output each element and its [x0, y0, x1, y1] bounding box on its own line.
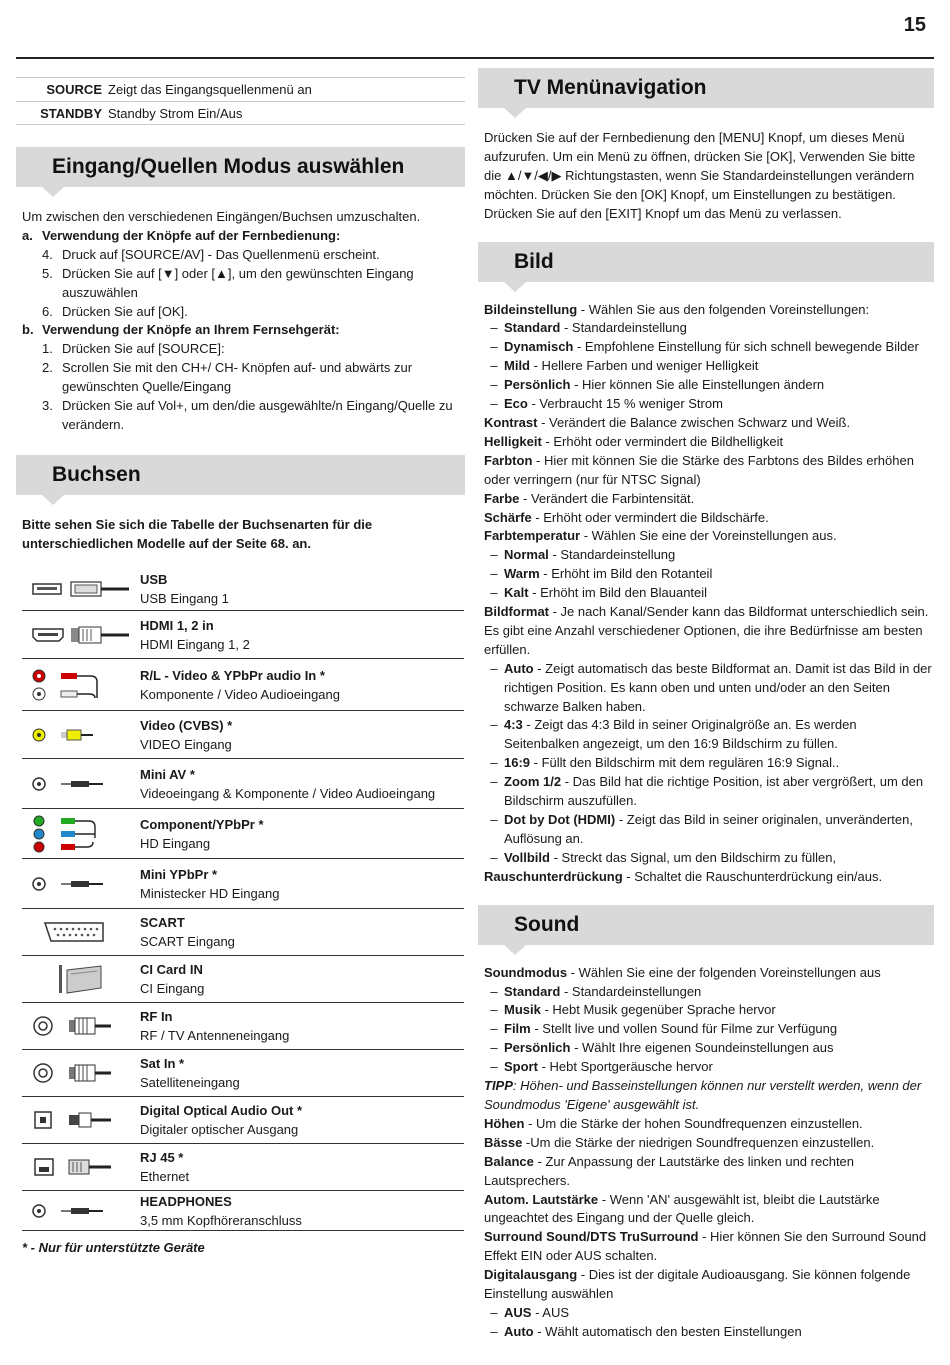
setting-desc: - Schaltet die Rauschunterdrückung ein/aus.	[622, 868, 883, 884]
table-row	[22, 1050, 464, 1097]
dash-bullet: –	[490, 320, 498, 336]
dash-bullet: –	[490, 1021, 498, 1037]
tvmenu-text: Drücken Sie auf der Fernbedienung den [MENU] Knopf, um dieses Menü aufzurufen. Um ein Menü zu öffnen, drücken Sie [OK], Verwenden Sie bitte die ▲/▼/◀/▶ Richtungstasten, wenn Sie Standardeinstellungen verändern möchten. Drücken Sie den [OK] Knopf, um Einstellungen zu bestätigen. Drücken Sie auf den [EXIT] Knopf um das Menü zu verlassen.	[484, 130, 916, 221]
setting-name: Balance	[484, 1153, 534, 1169]
eingang-body	[16, 208, 465, 435]
connector-desc: VIDEO Eingang	[140, 736, 232, 752]
sub-option	[478, 716, 934, 754]
option-desc: - Empfohlene Einstellung für sich schnell bewegende Bilder	[573, 339, 919, 355]
connector-name: Mini YPbPr *	[140, 866, 218, 882]
table-row	[22, 659, 464, 711]
sub-option	[478, 338, 934, 357]
section-title: Eingang/Quellen Modus auswählen	[52, 155, 405, 178]
sub-option	[478, 357, 934, 376]
sub-option	[478, 1058, 934, 1077]
sub-option	[478, 1020, 934, 1039]
dash-bullet: –	[490, 1002, 498, 1018]
setting-desc: - Hier mit können Sie die Stärke des Farbtons des Bildes erhöhen oder verringern (nur für NTSC Signal)	[484, 452, 914, 487]
option-desc: - Füllt den Bildschirm mit dem regulären 16:9 Signal..	[530, 755, 840, 771]
setting-name: Rauschunterdrückung	[484, 868, 623, 884]
connector-desc: SCART Eingang	[140, 934, 235, 950]
dash-bullet: –	[490, 377, 498, 393]
option-desc: - Das Bild hat die richtige Position, ist aber vergrößert, um den Bildschirm auszufüllen.	[504, 774, 924, 809]
connector-desc: CI Eingang	[140, 981, 205, 997]
option-name: Auto	[504, 1323, 534, 1339]
sound-settings-list	[478, 964, 934, 1342]
option-name: 16:9	[504, 755, 531, 771]
connector-desc: 3,5 mm Kopfhöreranschluss	[140, 1212, 302, 1228]
list-title-a: Verwendung der Knöpfe auf der Fernbedienung:	[42, 227, 341, 243]
button-key: STANDBY	[40, 105, 102, 121]
usb-icon	[31, 579, 131, 599]
tip-note	[478, 1077, 934, 1115]
connector-name: Digital Optical Audio Out *	[140, 1103, 303, 1119]
option-name: Film	[504, 1021, 531, 1037]
rl-audio-icon	[31, 668, 131, 702]
sub-option	[478, 1039, 934, 1058]
left-column	[16, 60, 465, 1258]
sub-option	[478, 1001, 934, 1020]
option-desc: - Zeigt das 4:3 Bild in seiner Originalgröße an. Es werden Seitenbalken angezeigt, um den 16:9 Bildschirm zu füllen.	[504, 717, 857, 752]
option-desc: - Standardeinstellungen	[560, 983, 702, 999]
option-name: Musik	[504, 1002, 541, 1018]
connector-name: Video (CVBS) *	[140, 717, 233, 733]
list-item: 4. Druck auf [SOURCE/AV] - Das Quellenmenü erscheint.	[42, 246, 380, 262]
dash-bullet: –	[490, 396, 498, 412]
option-name: Dot by Dot (HDMI)	[504, 812, 616, 827]
option-desc: - Stellt live und vollen Sound für Filme zur Verfügung	[530, 1021, 838, 1037]
table-row	[22, 1097, 464, 1144]
dash-bullet: –	[490, 755, 498, 771]
option-desc: - Erhöht im Bild den Blauanteil	[528, 585, 708, 601]
section-header-tvmenu	[478, 68, 934, 108]
dash-bullet: –	[490, 717, 498, 733]
setting-item	[478, 1134, 934, 1153]
dash-bullet: –	[490, 1304, 498, 1320]
list-item: 6. Drücken Sie auf [OK].	[42, 303, 188, 319]
connector-name: RF In	[140, 1009, 173, 1025]
setting-desc: - Wählen Sie eine der Voreinstellungen aus.	[580, 528, 837, 544]
option-name: Kalt	[504, 585, 529, 601]
dash-bullet: –	[490, 585, 498, 601]
setting-name: Farbtemperatur	[484, 528, 581, 544]
right-column	[478, 60, 934, 1342]
dash-bullet: –	[490, 1059, 498, 1075]
rj45-icon	[31, 1155, 131, 1179]
sub-option	[478, 376, 934, 395]
sub-option	[478, 1323, 934, 1342]
setting-item	[478, 964, 934, 983]
section-header-buchsen	[16, 455, 465, 495]
section-title: TV Menünavigation	[514, 76, 707, 99]
headphones-icon	[31, 1201, 131, 1221]
table-row	[22, 611, 464, 659]
setting-desc: - Erhöht oder vermindert die Bildschärfe.	[531, 509, 769, 525]
setting-item	[478, 1191, 934, 1229]
hdmi-icon	[31, 625, 131, 645]
setting-desc: - Hier können Sie den Surround Sound Effekt EIN oder AUS schalten.	[484, 1229, 927, 1264]
sub-option	[478, 660, 934, 717]
connector-name: Sat In *	[140, 1056, 185, 1072]
setting-item	[478, 1228, 934, 1266]
setting-desc: -Um die Stärke der niedrigen Soundfrequenzen einzustellen.	[522, 1134, 875, 1150]
sub-option	[478, 983, 934, 1002]
header-rule	[16, 57, 934, 59]
setting-item	[478, 301, 934, 320]
connector-desc: Digitaler optischer Ausgang	[140, 1122, 299, 1138]
button-row-standby	[16, 101, 465, 125]
dash-bullet: –	[490, 774, 498, 790]
option-name: AUS	[504, 1304, 532, 1320]
sub-option	[478, 565, 934, 584]
optical-icon	[31, 1108, 131, 1132]
option-desc: - Hellere Farben und weniger Helligkeit	[530, 358, 759, 374]
option-name: Vollbild	[504, 849, 550, 865]
setting-name: Soundmodus	[484, 964, 568, 980]
connector-desc: Ethernet	[140, 1169, 190, 1185]
option-desc: - AUS	[531, 1304, 570, 1320]
option-desc: - Verbraucht 15 % weniger Strom	[527, 396, 723, 412]
bild-settings-list	[478, 301, 934, 887]
eingang-intro: Um zwischen den verschiedenen Eingängen/Buchsen umzuschalten.	[22, 209, 421, 224]
table-row	[22, 569, 464, 611]
sub-option	[478, 584, 934, 603]
setting-desc: - Zur Anpassung der Lautstärke des linken und rechten Lautsprechers.	[484, 1153, 855, 1188]
dash-bullet: –	[490, 983, 498, 999]
setting-name: Bildeinstellung	[484, 301, 578, 317]
footnote: * - Nur für unterstützte Geräte	[22, 1240, 205, 1256]
table-row	[22, 809, 464, 859]
table-row	[22, 1003, 464, 1050]
option-desc: - Hebt Sportgeräusche hervor	[537, 1059, 713, 1075]
list-item: 3. Drücken Sie auf Vol+, um den/die ausgewählte/n Eingang/Quelle zu verändern.	[42, 398, 453, 432]
mini-av-icon	[31, 774, 131, 794]
option-desc: - Hier können Sie alle Einstellungen ändern	[570, 377, 825, 393]
setting-item	[478, 509, 934, 528]
setting-item	[478, 1153, 934, 1191]
connector-desc: Komponente / Video Audioeingang	[140, 686, 340, 702]
option-name: Auto	[504, 660, 534, 676]
option-desc: - Standardeinstellung	[548, 547, 676, 563]
option-name: Normal	[504, 547, 549, 563]
scart-icon	[31, 920, 131, 944]
table-row	[22, 956, 464, 1003]
setting-desc: - Je nach Kanal/Sender kann das Bildformat unterschiedlich sein. Es gibt eine Anzahl verschiedener Optionen, die ihre Bedürfnisse am besten erfüllen.	[484, 604, 929, 657]
dash-bullet: –	[490, 849, 498, 865]
setting-item	[478, 490, 934, 509]
setting-name: TIPP	[484, 1078, 513, 1094]
button-desc: Zeigt das Eingangsquellenmenü an	[108, 82, 312, 97]
connector-name: CI Card IN	[140, 962, 203, 978]
sub-option	[478, 1304, 934, 1323]
sub-option	[478, 849, 934, 868]
dash-bullet: –	[490, 566, 498, 582]
ci-card-icon	[31, 962, 131, 996]
table-row	[22, 759, 464, 809]
dash-bullet: –	[490, 1040, 498, 1056]
list-item: 2. Scrollen Sie mit den CH+/ CH- Knöpfen auf- und abwärts zur gewünschten Quelle/Eingang	[42, 360, 413, 395]
dash-bullet: –	[490, 1323, 498, 1339]
sub-option	[478, 319, 934, 338]
setting-desc: - Um die Stärke der hohen Soundfrequenzen einzustellen.	[524, 1115, 863, 1131]
option-name: Sport	[504, 1059, 538, 1075]
list-item: 5. Drücken Sie auf [▼] oder [▲], um den gewünschten Eingang auszuwählen	[42, 265, 414, 300]
option-desc: - Wählt automatisch den besten Einstellungen	[533, 1323, 802, 1339]
dash-bullet: –	[490, 812, 498, 827]
setting-desc: - Dies ist der digitale Audioausgang. Sie können folgende Einstellung auswählen	[484, 1267, 911, 1302]
button-key: SOURCE	[46, 82, 102, 97]
setting-item	[478, 414, 934, 433]
option-desc: - Hebt Musik gegenüber Sprache hervor	[540, 1002, 776, 1018]
component-icon	[31, 814, 131, 854]
list-item: 1. Drücken Sie auf [SOURCE]:	[42, 341, 225, 357]
option-desc: - Wählt Ihre eigenen Soundeinstellungen aus	[570, 1040, 834, 1056]
sub-option	[478, 811, 934, 849]
setting-desc: - Erhöht oder vermindert die Bildhelligkeit	[541, 433, 784, 449]
connector-desc: HDMI Eingang 1, 2	[140, 636, 250, 652]
setting-name: Surround Sound/DTS TruSurround	[484, 1229, 699, 1245]
option-desc: - Standardeinstellung	[560, 320, 687, 336]
section-title: Buchsen	[52, 462, 141, 486]
option-desc: - Streckt das Signal, um den Bildschirm zu füllen,	[549, 849, 837, 865]
setting-name: Autom. Lautstärke	[484, 1191, 599, 1207]
setting-name: Höhen	[484, 1115, 525, 1131]
setting-item	[478, 452, 934, 490]
sub-option	[478, 546, 934, 565]
connector-desc: Videoeingang & Komponente / Video Audioeingang	[140, 785, 436, 801]
connector-name: R/L - Video & YPbPr audio In *	[140, 667, 325, 683]
section-header-bild	[478, 242, 934, 282]
setting-name: Digitalausgang	[484, 1267, 578, 1283]
setting-name: Farbton	[484, 452, 533, 468]
setting-desc: - Wenn 'AN' ausgewählt ist, bleibt die Lautstärke ungeachtet des Eingang und der Quelle gleich.	[484, 1191, 880, 1226]
option-desc: - Erhöht im Bild den Rotanteil	[539, 566, 713, 582]
setting-desc: - Wählen Sie aus den folgenden Voreinstellungen:	[577, 301, 870, 317]
rf-in-icon	[31, 1014, 131, 1038]
option-name: Standard	[504, 983, 561, 999]
section-title: Sound	[514, 912, 580, 936]
setting-desc: - Verändert die Farbintensität.	[519, 490, 695, 506]
option-name: Zoom 1/2	[504, 774, 562, 790]
option-desc: - Zeigt automatisch das beste Bildformat an. Damit ist das Bild in der richtigen Position. Es kann oben und unten und/oder an den Seiten schwarze Balken haben.	[504, 660, 932, 714]
setting-name: Schärfe	[484, 509, 532, 525]
option-desc: - Zeigt das Bild in seiner originalen, unveränderten, Auflösung an.	[504, 812, 913, 846]
button-table	[16, 77, 465, 125]
setting-item	[478, 868, 934, 887]
option-name: Standard	[504, 320, 561, 336]
setting-item	[478, 603, 934, 660]
connector-desc: RF / TV Antenneneingang	[140, 1028, 290, 1044]
connector-name: RJ 45 *	[140, 1150, 184, 1166]
setting-name: Helligkeit	[484, 433, 542, 449]
sat-in-icon	[31, 1061, 131, 1085]
connector-name: Component/YPbPr *	[140, 816, 264, 832]
section-title: Bild	[514, 249, 554, 273]
sub-option	[478, 395, 934, 414]
connector-desc: Satelliteneingang	[140, 1075, 240, 1091]
section-header-eingang	[16, 147, 465, 187]
connector-desc: HD Eingang	[140, 835, 211, 851]
page-number: 15	[903, 14, 926, 36]
mini-ypbpr-icon	[31, 874, 131, 894]
option-name: Persönlich	[504, 377, 571, 393]
cvbs-icon	[31, 725, 131, 745]
table-row	[22, 1144, 464, 1191]
button-row-source	[16, 77, 465, 101]
setting-desc: - Wählen Sie eine der folgenden Voreinstellungen aus	[567, 964, 881, 980]
sub-option	[478, 773, 934, 811]
option-name: Eco	[504, 396, 528, 412]
option-name: Dynamisch	[504, 339, 574, 355]
connector-desc: USB Eingang 1	[140, 591, 229, 607]
connector-name: Mini AV *	[140, 766, 195, 782]
dash-bullet: –	[490, 547, 498, 563]
setting-desc: : Höhen- und Basseinstellungen können nur verstellt werden, wenn der Soundmodus 'Eigene' ausgewählt ist.	[484, 1078, 922, 1112]
button-desc: Standby Strom Ein/Aus	[108, 105, 243, 121]
setting-name: Bässe	[484, 1134, 523, 1150]
section-header-sound	[478, 905, 934, 945]
table-row	[22, 909, 464, 956]
table-row	[22, 859, 464, 909]
connector-table	[22, 569, 464, 1232]
list-label-b: b.	[22, 322, 34, 338]
setting-name: Bildformat	[484, 604, 549, 620]
sub-option	[478, 754, 934, 773]
connector-name: HEADPHONES	[140, 1193, 232, 1209]
connector-name: SCART	[140, 915, 185, 931]
option-name: Mild	[504, 358, 530, 374]
list-title-b: Verwendung der Knöpfe an Ihrem Fernsehgerät:	[42, 322, 340, 338]
connector-name: HDMI 1, 2 in	[140, 617, 214, 633]
table-row	[22, 1191, 464, 1231]
setting-item	[478, 433, 934, 452]
dash-bullet: –	[490, 358, 498, 374]
connector-desc: Ministecker HD Eingang	[140, 885, 280, 901]
dash-bullet: –	[490, 660, 498, 676]
setting-item	[478, 1115, 934, 1134]
list-label-a: a.	[22, 227, 33, 243]
setting-item	[478, 1266, 934, 1304]
option-name: Warm	[504, 566, 540, 582]
buchsen-intro: Bitte sehen Sie sich die Tabelle der Buchsenarten für die unterschiedlichen Modelle auf der Seite 68. an.	[22, 516, 373, 551]
setting-desc: - Verändert die Balance zwischen Schwarz und Weiß.	[537, 414, 851, 430]
setting-name: Farbe	[484, 490, 520, 506]
connector-name: USB	[140, 572, 168, 588]
option-name: Persönlich	[504, 1040, 571, 1056]
setting-name: Kontrast	[484, 414, 538, 430]
setting-item	[478, 527, 934, 546]
dash-bullet: –	[490, 339, 498, 355]
option-name: 4:3	[504, 717, 523, 733]
table-row	[22, 711, 464, 759]
